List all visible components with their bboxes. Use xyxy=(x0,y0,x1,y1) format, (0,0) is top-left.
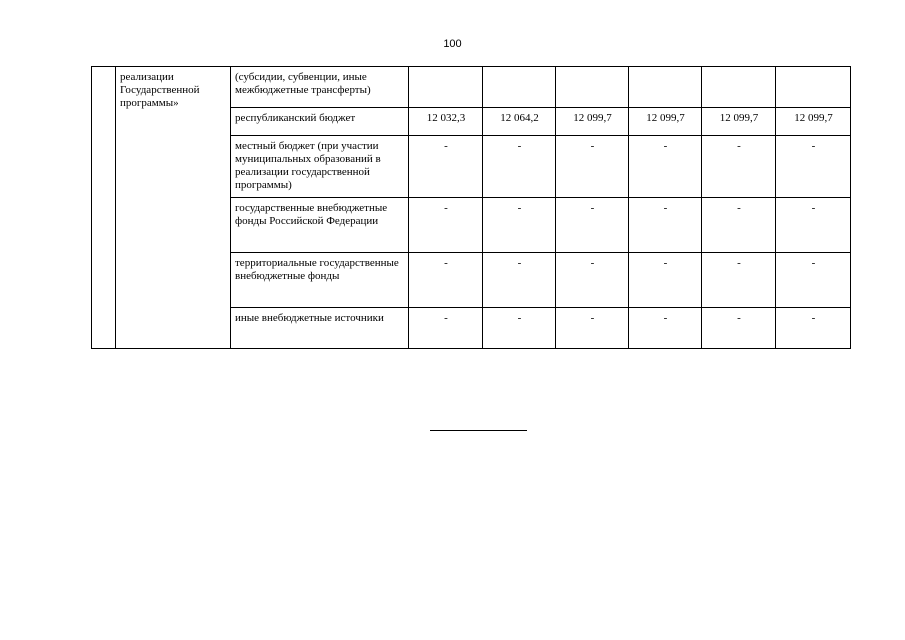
value-cell: 12 099,7 xyxy=(629,108,702,136)
value-cell: - xyxy=(409,198,483,253)
value-cell: - xyxy=(409,253,483,308)
value-cell: - xyxy=(776,253,851,308)
value-cell: - xyxy=(556,198,629,253)
value-cell: 12 064,2 xyxy=(483,108,556,136)
source-cell: государственные внебюджетные фонды Российской Федерации xyxy=(231,198,409,253)
value-cell: - xyxy=(483,253,556,308)
value-cell xyxy=(629,67,702,108)
value-cell xyxy=(776,67,851,108)
value-cell: - xyxy=(483,198,556,253)
value-cell: 12 099,7 xyxy=(776,108,851,136)
source-cell: иные внебюджетные источники xyxy=(231,308,409,349)
value-cell: - xyxy=(776,198,851,253)
value-cell: - xyxy=(702,308,776,349)
value-cell: - xyxy=(409,308,483,349)
budget-table xyxy=(91,66,851,349)
source-cell: республиканский бюджет xyxy=(231,108,409,136)
program-cell: реализации Государственной программы» xyxy=(116,67,231,349)
value-cell: - xyxy=(776,308,851,349)
value-cell xyxy=(483,67,556,108)
source-cell: территориальные государственные внебюджетные фонды xyxy=(231,253,409,308)
value-cell: - xyxy=(702,198,776,253)
value-cell: - xyxy=(483,136,556,198)
source-cell: (субсидии, субвенции, иные межбюджетные трансферты) xyxy=(231,67,409,108)
value-cell xyxy=(409,67,483,108)
value-cell: - xyxy=(629,253,702,308)
source-cell: местный бюджет (при участии муниципальных образований в реализации государственной программы) xyxy=(231,136,409,198)
value-cell: 12 032,3 xyxy=(409,108,483,136)
value-cell: - xyxy=(629,308,702,349)
value-cell: - xyxy=(556,253,629,308)
value-cell xyxy=(556,67,629,108)
table-row xyxy=(92,67,851,108)
value-cell: - xyxy=(409,136,483,198)
value-cell: - xyxy=(556,308,629,349)
page-number: 100 xyxy=(443,38,462,50)
value-cell: - xyxy=(629,136,702,198)
value-cell: - xyxy=(702,253,776,308)
value-cell xyxy=(702,67,776,108)
footer-divider xyxy=(430,430,527,431)
value-cell: - xyxy=(776,136,851,198)
value-cell: 12 099,7 xyxy=(556,108,629,136)
value-cell: - xyxy=(556,136,629,198)
index-cell xyxy=(92,67,116,349)
value-cell: - xyxy=(629,198,702,253)
value-cell: - xyxy=(483,308,556,349)
value-cell: 12 099,7 xyxy=(702,108,776,136)
value-cell: - xyxy=(702,136,776,198)
